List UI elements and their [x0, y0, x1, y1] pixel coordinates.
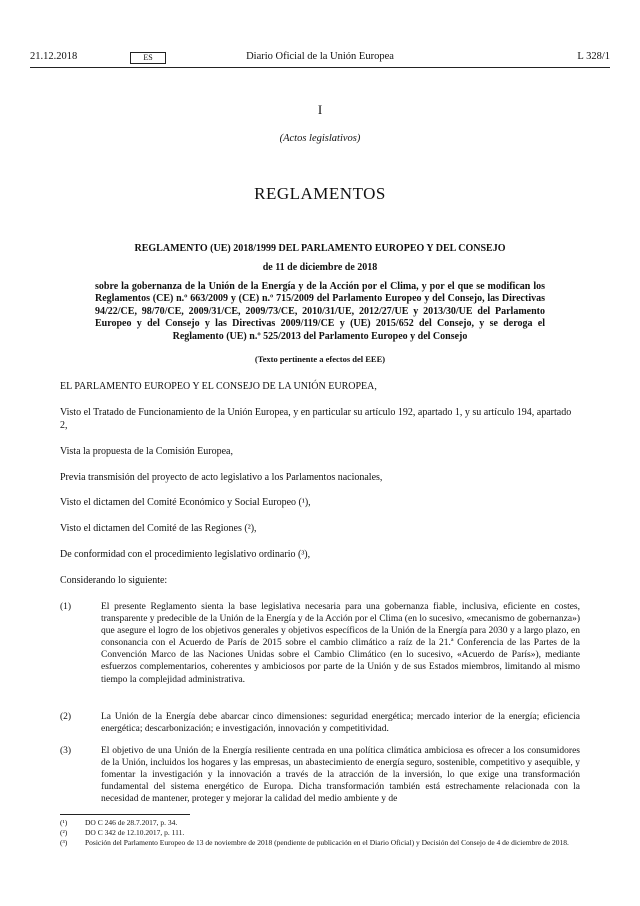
- page-reference: L 328/1: [577, 51, 610, 62]
- preamble-cese: Visto el dictamen del Comité Económico y Social Europeo (¹),: [60, 497, 311, 508]
- recital-text: El objetivo de una Unión de la Energía resiliente centrada en una política climática ambiciosa es ofrecer a los consumidores de la Unión, incluidos los hogares y las empresas, un abastecimiento de energía seguro, sostenible, competitivo y asequible, y fomentar la investigación y la innovación a través de la atracción de la inversión, lo que exige una transformación fundamental del sistema energético de Europa. Dicha transformación también está estrechamente relacionada con la necesidad de mantener, proteger y mejorar la calidad del medio ambiente y de: [101, 746, 580, 805]
- header-rule: [30, 67, 610, 68]
- footnote-text: DO C 342 de 12.10.2017, p. 111.: [85, 828, 185, 837]
- preamble-cdr: Visto el dictamen del Comité de las Regiones (²),: [60, 523, 257, 534]
- section-number: I: [317, 102, 323, 117]
- footnote-number: (²): [60, 828, 68, 837]
- header-date: 21.12.2018: [30, 51, 78, 62]
- footnote-number: (¹): [60, 818, 68, 827]
- preamble-propuesta: Vista la propuesta de la Comisión Europea,: [60, 446, 233, 457]
- recital-number: (2): [60, 712, 72, 722]
- eee-note: (Texto pertinente a efectos del EEE): [254, 354, 386, 364]
- section-subtitle: (Actos legislativos): [279, 133, 361, 144]
- preamble-considerando: Considerando lo siguiente:: [60, 575, 168, 586]
- recital-text: La Unión de la Energía debe abarcar cinco dimensiones: seguridad energética; mercado interior de la energía; eficiencia energética; descarbonización; e investigación, innovación y competitividad.: [101, 712, 580, 735]
- preamble-visto-tratado: Visto el Tratado de Funcionamiento de la Unión Europea, y en particular su artículo 192, apartado 1, y su artículo 194, apartado 2,: [60, 407, 572, 431]
- journal-header: [30, 51, 610, 65]
- recital-text: El presente Reglamento sienta la base legislativa necesaria para una gobernanza fiable, inclusiva, eficiente en costes, transparente y predecible de la Unión de la Energía y de la Acción por el Clima (en lo sucesivo, «mecanismo de gobernanza») que asegure el logro de los objetivos generales y objetivos específicos de la Unión de la Energía para 2030 y a largo plazo, en consonancia con el Acuerdo de París de 2015 sobre el cambio climático a raíz de la 21.ª Conferencia de las Partes de la Convención Marco de las Naciones Unidas sobre el Cambio Climático (en lo sucesivo, «Acuerdo de París»), mediante esfuerzos complementarios, coherentes y ambiciosos por parte de la Unión y de sus Estados miembros, limitando al mismo tiempo la complejidad administrativa.: [101, 602, 580, 685]
- regulation-date: de 11 de diciembre de 2018: [262, 262, 378, 273]
- preamble-transmision: Previa transmisión del proyecto de acto legislativo a los Parlamentos nacionales,: [60, 472, 383, 483]
- footnote-rule: [60, 814, 190, 815]
- footnote-text: Posición del Parlamento Europeo de 13 de noviembre de 2018 (pendiente de publicación en el Diario Oficial) y Decisión del Consejo de 4 de diciembre de 2018.: [85, 838, 569, 847]
- regulation-title: REGLAMENTO (UE) 2018/1999 DEL PARLAMENTO EUROPEO Y DEL CONSEJO: [134, 243, 506, 254]
- journal-title: Diario Oficial de la Unión Europea: [246, 51, 394, 62]
- preamble-parties: EL PARLAMENTO EUROPEO Y EL CONSEJO DE LA UNIÓN EUROPEA,: [60, 381, 377, 392]
- footnote-text: DO C 246 de 28.7.2017, p. 34.: [85, 818, 178, 827]
- regulation-subject: sobre la gobernanza de la Unión de la Energía y de la Acción por el Clima, y por el que se modifican los Reglamentos (CE) n.º 663/2009 y (CE) n.º 715/2009 del Parlamento Europeo y del Consejo, las Directivas 94/22/CE, 98/70/CE, 2009/31/CE, 2009/73/CE, 2010/31/UE, 2012/27/UE y 2013/30/UE del Parlamento Europeo y del Consejo y las Directivas 2009/119/CE y (UE) 2015/652 del Consejo, y se deroga el Reglamento (UE) n.º 525/2013 del Parlamento Europeo y del Consejo: [95, 281, 545, 342]
- footnote-number: (³): [60, 838, 68, 847]
- language-badge: ES: [130, 52, 166, 64]
- preamble-procedimiento: De conformidad con el procedimiento legislativo ordinario (³),: [60, 549, 311, 560]
- section-heading: REGLAMENTOS: [254, 184, 386, 203]
- recital-number: (3): [60, 746, 72, 756]
- recital-number: (1): [60, 602, 72, 612]
